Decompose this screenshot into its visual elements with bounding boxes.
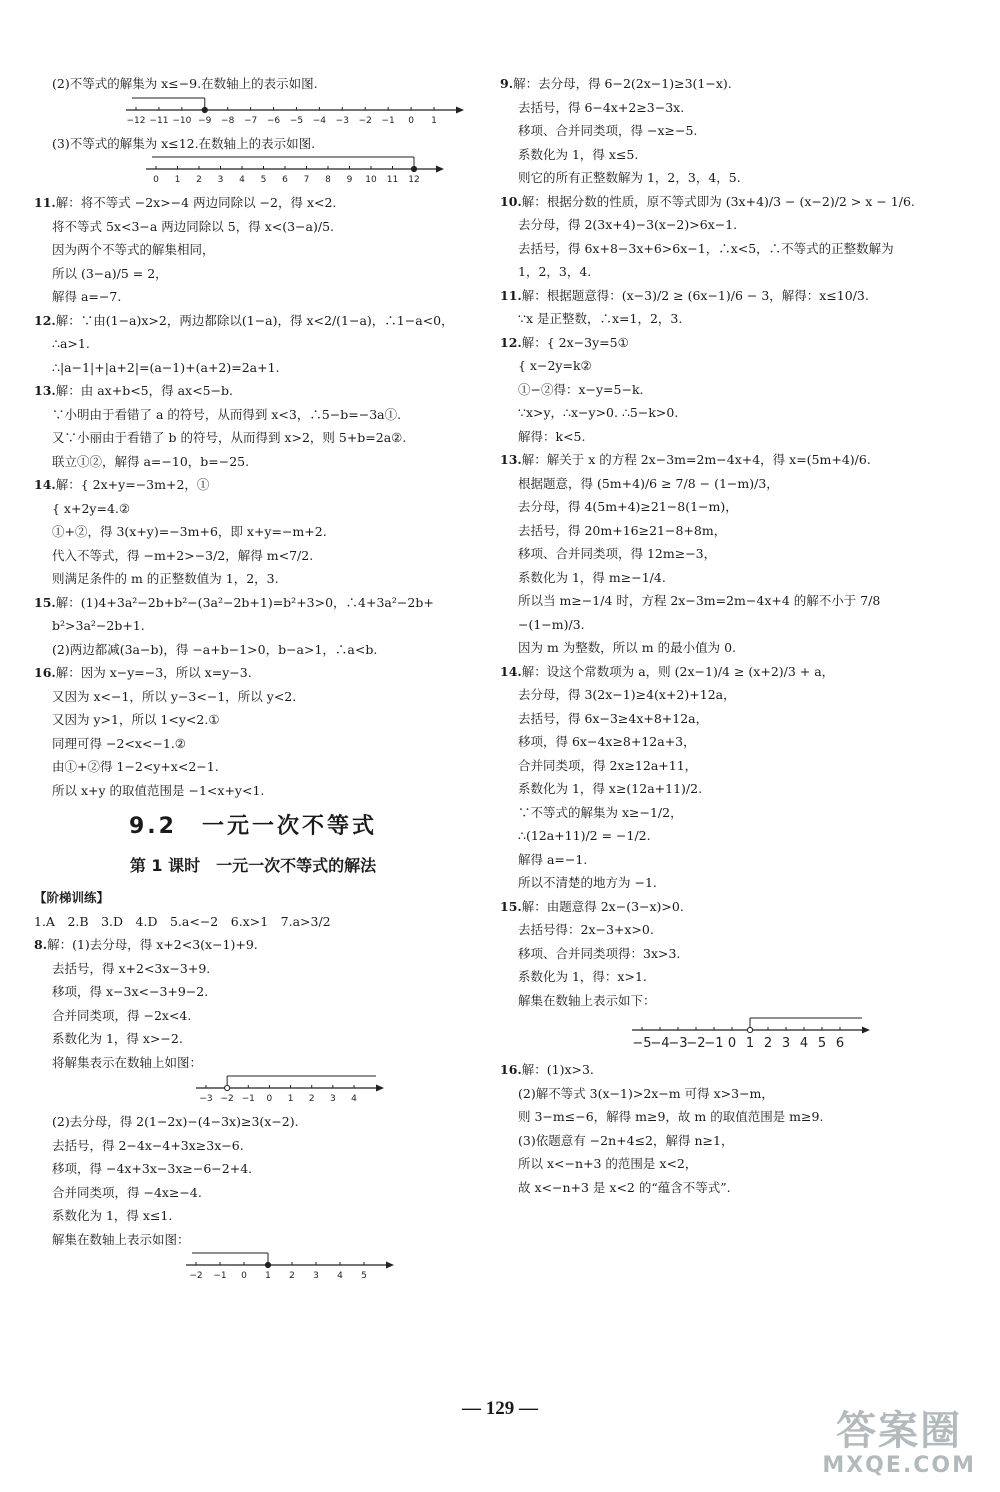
number-line-tick-label: −9 [198, 115, 212, 126]
solution-line [500, 166, 958, 190]
number-line-tick-label: 1 [174, 175, 181, 185]
solution-line [500, 472, 958, 496]
solution-line [34, 309, 472, 333]
number-line-tick-label: −10 [172, 115, 192, 126]
watermark-domain: MXQE.COM [822, 1453, 976, 1478]
solution-line [500, 942, 958, 966]
solution-text: 则满足条件的 m 的正整数值为 1，2，3. [52, 571, 279, 586]
solution-text: 因为两个不等式的解集相同， [52, 242, 215, 257]
solution-text: 合并同类项，得 2x≥12a+11， [518, 757, 698, 773]
number-line-figure [34, 96, 472, 132]
solution-line [34, 1228, 472, 1252]
solution-text: 去括号，得 x+2<3x−3+9. [52, 960, 211, 976]
solution-text: 解：因为 x−y=−3，所以 x=y−3. [55, 665, 252, 680]
solution-line [34, 910, 472, 934]
solution-line [34, 1204, 472, 1228]
solution-text: ∵不等式的解集为 x≥−1/2， [518, 804, 683, 820]
solution-line [34, 685, 472, 709]
number-line-tick-label: 0 [266, 1094, 273, 1104]
right-column [500, 72, 958, 1199]
solution-line [34, 732, 472, 756]
number-line-left4 [184, 1251, 404, 1285]
solution-text: 同理可得 −2<x<−1.② [52, 735, 187, 751]
exercise-heading: 【阶梯训练】 [34, 890, 110, 905]
solution-text: (2)解不等式 3(x−1)>2x−m 可得 x>3−m， [518, 1085, 774, 1101]
number-line-arrow [386, 1262, 394, 1269]
solution-line [500, 96, 958, 120]
solution-line [500, 237, 958, 261]
solution-text: 去括号，得 6x+8−3x+6>6x−1，∴x<5，∴不等式的正整数解为 [518, 240, 894, 256]
solution-text: 解：由题意得 2x−(3−x)>0. [521, 898, 684, 914]
problem-number: 15. [500, 898, 522, 914]
solution-line [500, 613, 958, 637]
solution-text: 解：由 ax+b<5，得 ax<5−b. [55, 383, 233, 398]
solution-line [500, 1176, 958, 1200]
number-line-left2 [144, 155, 454, 189]
solution-line [34, 497, 472, 521]
solution-text: 解得 a=−7. [52, 289, 122, 304]
number-line-tick-label: 0 [408, 115, 414, 126]
solution-text: 系数化为 1，得 m≥−1/4. [518, 569, 666, 585]
number-line-tick-label: 6 [282, 175, 288, 185]
solution-line [34, 450, 472, 474]
problem-number: 15. [34, 594, 56, 610]
solution-text: 合并同类项，得 −4x≥−4. [52, 1184, 202, 1200]
problem-number: 14. [500, 663, 522, 679]
number-line-tick-label: 9 [346, 175, 353, 185]
solution-text: 因为 m 为整数，所以 m 的最小值为 0. [518, 640, 736, 655]
solution-text: 移项，得 6x−4x≥8+12a+3， [518, 734, 696, 749]
solution-text: 移项、合并同类项得：3x>3. [518, 945, 681, 961]
solution-text: 移项、合并同类项，得 12m≥−3， [518, 546, 717, 561]
solution-line [500, 1129, 958, 1153]
solution-text: 解：解关于 x 的方程 2x−3m=2m−4x+4，得 x=(5m+4)/6. [521, 452, 871, 467]
left-column [34, 72, 472, 1287]
solution-line [500, 660, 958, 684]
solution-text: 联立①②，解得 a=−10，b=−25. [52, 453, 250, 469]
solution-line [34, 591, 472, 615]
number-line-figure [34, 1074, 472, 1110]
open-point [747, 1027, 752, 1032]
number-line-tick-label: 10 [365, 175, 377, 185]
number-line-tick-label: −2 [189, 1271, 203, 1281]
solution-text: 由①+②得 1−2<y+x<2−1. [52, 759, 219, 774]
solution-line [34, 285, 472, 309]
solution-line [500, 636, 958, 660]
solution-line [500, 707, 958, 731]
solution-line [500, 425, 958, 449]
solution-line [500, 1082, 958, 1106]
number-line-tick-label: −4 [650, 1036, 670, 1051]
solution-text: ∵小明由于看错了 a 的符号，从而得到 x<3，∴5−b=−3a①. [52, 406, 402, 422]
solution-line [34, 1134, 472, 1158]
solution-text: −(1−m)/3. [518, 616, 585, 632]
solution-text: 解：根据分数的性质，原不等式即为 (3x+4)/3 − (x−2)/2 > x − 1/6. [521, 193, 915, 209]
solution-line [500, 730, 958, 754]
solution-line [34, 544, 472, 568]
solution-line [500, 448, 958, 472]
solution-line [500, 566, 958, 590]
number-line-tick-label: 3 [313, 1271, 319, 1281]
number-line-tick-label: −3 [335, 115, 349, 126]
section-title: 9.2 一元一次不等式 [129, 814, 377, 839]
number-line-tick-label: 7 [303, 175, 310, 185]
solution-text: 所以 x+y 的取值范围是 −1<x+y<1. [52, 782, 265, 798]
problem-number: 12. [500, 334, 522, 350]
solution-text: { x−2y=k② [518, 358, 592, 373]
number-line-tick-label: 1 [431, 115, 437, 126]
solution-text: (3)依题意有 −2n+4≤2，解得 n≥1， [518, 1132, 734, 1148]
number-line-tick-label: −1 [704, 1036, 724, 1051]
solution-text: 系数化为 1，得：x>1. [518, 969, 647, 984]
page-number: — 129 — [462, 1398, 538, 1419]
problem-number: 11. [500, 287, 522, 303]
solution-text: ①−②得：x−y=5−k. [518, 381, 644, 397]
number-line-tick-label: 2 [289, 1271, 295, 1281]
solution-text: { x+2y=4.② [52, 500, 131, 516]
solution-text: 解：根据题意得：(x−3)/2 ≥ (6x−1)/6 − 3，解得：x≤10/3. [521, 287, 869, 303]
solution-text: 解：(1)去分母，得 x+2<3(x−1)+9. [47, 937, 258, 952]
solution-text: 系数化为 1，得 x≥(12a+11)/2. [518, 781, 703, 796]
solution-line [500, 989, 958, 1013]
solution-text: ∵x>y，∴x−y>0. ∴5−k>0. [518, 405, 679, 420]
number-line-tick-label: −11 [149, 115, 169, 126]
solution-line [500, 895, 958, 919]
number-line-tick-label: 1 [745, 1036, 755, 1051]
solution-text: 解：去分母，得 6−2(2x−1)≥3(1−x). [513, 76, 732, 91]
number-line-tick-label: 4 [351, 1094, 357, 1104]
solution-text: 移项，得 −4x+3x−3x≥−6−2+4. [52, 1161, 253, 1176]
solution-text: 移项、合并同类项，得 −x≥−5. [518, 123, 698, 138]
solution-text: 解：{ 2x+y=−3m+2，① [55, 477, 210, 492]
number-line-arrow [376, 1085, 384, 1092]
solution-line [500, 683, 958, 707]
number-line-tick-label: −3 [199, 1094, 213, 1104]
solution-text: 解：{ 2x−3y=5① [521, 334, 629, 350]
number-line-tick-label: −8 [221, 115, 235, 126]
solution-line [34, 708, 472, 732]
solution-text: 解：(1)x>3. [521, 1062, 594, 1077]
solution-line [34, 473, 472, 497]
problem-number: 14. [34, 477, 56, 492]
problem-number: 9. [500, 76, 514, 91]
solution-text: 去分母，得 3(2x−1)≥4(x+2)+12a， [518, 687, 736, 702]
solution-line [500, 307, 958, 331]
solution-text: ∵x 是正整数，∴x=1，2，3. [518, 311, 683, 326]
number-line-tick-label: 5 [260, 175, 267, 185]
solution-line [500, 754, 958, 778]
solution-line [500, 1058, 958, 1082]
solution-line [500, 354, 958, 378]
solution-line [34, 1157, 472, 1181]
solution-line [500, 284, 958, 308]
number-line-tick-label: −1 [381, 115, 395, 126]
solution-line [500, 331, 958, 355]
solution-line [34, 403, 472, 427]
problem-number: 16. [500, 1062, 522, 1077]
solution-text: 故 x<−n+3 是 x<2 的“蕴含不等式”. [518, 1179, 731, 1195]
solution-text: 解集在数轴上表示如下： [518, 992, 656, 1008]
solution-text: 系数化为 1，得 x>−2. [52, 1031, 183, 1046]
number-line-left1 [124, 96, 474, 130]
solution-line [34, 1027, 472, 1051]
solution-line [34, 332, 472, 356]
solution-text: 系数化为 1，得 x≤5. [518, 146, 639, 162]
solution-text: 去括号得：2x−3+x>0. [518, 922, 654, 937]
solution-line [34, 520, 472, 544]
problem-number: 8. [34, 937, 48, 952]
number-line-tick-label: 6 [835, 1036, 845, 1051]
problem-number: 13. [500, 452, 522, 467]
solution-text: 所以不清楚的地方为 −1. [518, 875, 657, 890]
solution-line [500, 1152, 958, 1176]
number-line-tick-label: 4 [239, 175, 245, 185]
solution-text: 解：(1)4+3a²−2b+b²−(3a²−2b+1)=b²+3>0，∴4+3a²−2b+ [55, 594, 434, 610]
solution-text: (3)不等式的解集为 x≤12.在数轴上的表示如图. [52, 135, 316, 151]
solution-text: (2)不等式的解集为 x≤−9.在数轴上的表示如图. [52, 76, 318, 91]
number-line-tick-label: 5 [817, 1036, 827, 1051]
solution-line [34, 132, 472, 156]
solution-text: 解：∵由(1−a)x>2，两边都除以(1−a)，得 x<2/(1−a)，∴1−a<0， [55, 312, 454, 328]
closed-point [265, 1262, 270, 1267]
number-line-tick-label: −5 [632, 1036, 652, 1051]
solution-text: 去分母，得 4(5m+4)≥21−8(1−m)， [518, 499, 738, 514]
solution-text: 解集在数轴上表示如图： [52, 1231, 190, 1247]
solution-text: ①+②，得 3(x+y)=−3m+6，即 x+y=−m+2. [52, 524, 327, 539]
solution-line [34, 379, 472, 403]
solution-text: 将解集表示在数轴上如图： [52, 1054, 203, 1070]
number-line-tick-label: 2 [196, 175, 202, 185]
number-line-tick-label: −6 [266, 115, 281, 126]
solution-line [34, 215, 472, 239]
number-line-tick-label: −3 [668, 1036, 688, 1051]
problem-number: 12. [34, 312, 56, 328]
number-line-tick-label: 2 [308, 1094, 315, 1104]
solution-line [500, 190, 958, 214]
number-line-tick-label: 5 [361, 1271, 367, 1281]
solution-text: 解得：k<5. [518, 428, 586, 444]
solution-text: 所以 x<−n+3 的范围是 x<2， [518, 1156, 698, 1171]
solution-text: 去分母，得 2(3x+4)−3(x−2)>6x−1. [518, 217, 738, 232]
solution-text: (2)去分母，得 2(1−2x)−(4−3x)≥3(x−2). [52, 1114, 299, 1129]
problem-number: 10. [500, 193, 522, 209]
open-point [225, 1085, 230, 1090]
number-line-figure [34, 1251, 472, 1287]
number-line-tick-label: 1 [265, 1271, 271, 1281]
solution-text: 去括号，得 20m+16≥21−8+8m， [518, 522, 727, 538]
solution-line [500, 871, 958, 895]
solution-text: 所以 (3−a)/5 = 2， [52, 265, 168, 281]
solution-line [34, 1181, 472, 1205]
watermark-text: 答案圈 [836, 1408, 963, 1454]
number-line-tick-label: −7 [243, 115, 258, 126]
number-line-figure [34, 155, 472, 191]
number-line-tick-label: −2 [686, 1036, 706, 1051]
number-line-tick-label: −5 [289, 115, 304, 126]
solution-line [34, 356, 472, 380]
solution-text: 解：设这个常数项为 a，则 (2x−1)/4 ≥ (x+2)/3 + a， [521, 663, 835, 679]
closed-point [411, 166, 416, 171]
number-line-tick-label: 3 [781, 1036, 791, 1051]
number-line-tick-label: 1 [287, 1094, 294, 1104]
solution-text: 又因为 x<−1，所以 y−3<−1，所以 y<2. [52, 688, 297, 704]
problem-number: 13. [34, 383, 56, 398]
solution-line [500, 589, 958, 613]
number-line-tick-label: −12 [126, 115, 146, 126]
solution-text: 代入不等式，得 −m+2>−3/2，解得 m<7/2. [52, 547, 314, 563]
solution-line [500, 519, 958, 543]
solution-line [500, 824, 958, 848]
number-line-tick-label: −2 [358, 115, 372, 126]
number-line-figure [500, 1012, 958, 1058]
solution-line [34, 755, 472, 779]
solution-line [500, 213, 958, 237]
solution-text: 则它的所有正整数解为 1，2，3，4，5. [518, 170, 741, 185]
lesson-title: 第 1 课时 一元一次不等式的解法 [129, 856, 377, 875]
solution-line [500, 495, 958, 519]
solution-text: ∴(12a+11)/2 = −1/2. [518, 828, 651, 843]
solution-line [500, 260, 958, 284]
solution-text: 1.A 2.B 3.D 4.D 5.a<−2 6.x>1 7.a>3/2 [34, 913, 331, 929]
number-line-arrow [436, 166, 444, 173]
solution-line [500, 143, 958, 167]
solution-text: 根据题意，得 (5m+4)/6 ≥ 7/8 − (1−m)/3， [518, 475, 779, 491]
solution-line [34, 614, 472, 638]
closed-point [202, 107, 207, 112]
solution-line [34, 980, 472, 1004]
number-line-tick-label: −4 [312, 115, 327, 126]
solution-line [34, 933, 472, 957]
solution-line [34, 1051, 472, 1075]
number-line-tick-label: 3 [329, 1094, 336, 1104]
solution-line [500, 918, 958, 942]
solution-line [34, 426, 472, 450]
solution-line [34, 1004, 472, 1028]
solution-line [34, 191, 472, 215]
solution-line [34, 957, 472, 981]
solution-line [500, 801, 958, 825]
number-line-tick-label: −1 [213, 1271, 227, 1281]
solution-text: 移项，得 x−3x<−3+9−2. [52, 984, 209, 999]
solution-text: 系数化为 1，得 x≤1. [52, 1208, 173, 1223]
solution-line [34, 72, 472, 96]
number-line-tick-label: 11 [386, 175, 399, 185]
number-line-left3 [194, 1074, 394, 1108]
solution-text: (2)两边都减(3a−b)，得 −a+b−1>0，b−a>1，∴a<b. [52, 641, 378, 657]
solution-text: 解得 a=−1. [518, 851, 588, 867]
solution-line [34, 262, 472, 286]
solution-text: 又∵小丽由于看错了 b 的符号，从而得到 x>2，则 5+b=2a②. [52, 430, 407, 445]
solution-text: ∴|a−1|+|a+2|=(a−1)+(a+2)=2a+1. [52, 359, 280, 375]
solution-text: ∴a>1. [52, 336, 90, 351]
number-line-tick-label: 0 [727, 1036, 737, 1051]
problem-number: 16. [34, 665, 56, 680]
number-line-tick-label: 8 [325, 175, 331, 185]
number-line-tick-label: −1 [241, 1094, 255, 1104]
number-line-tick-label: 3 [217, 175, 224, 185]
solution-text: 又因为 y>1，所以 1<y<2.① [52, 712, 220, 727]
solution-text: 将不等式 5x<3−a 两边同除以 5，得 x<(3−a)/5. [52, 218, 334, 234]
solution-line [34, 1110, 472, 1134]
number-line-tick-label: 2 [763, 1036, 773, 1051]
number-line-tick-label: 0 [153, 175, 159, 185]
number-line-tick-label: 4 [337, 1271, 343, 1281]
solution-line [500, 119, 958, 143]
solution-text: 则 3−m≤−6，解得 m≥9，故 m 的取值范围是 m≥9. [518, 1109, 824, 1124]
solution-text: 去括号，得 6x−3≥4x+8+12a， [518, 710, 709, 726]
solution-line [500, 1105, 958, 1129]
number-line-tick-label: −2 [220, 1094, 234, 1104]
solution-text: 解：将不等式 −2x>−4 两边同除以 −2，得 x<2. [55, 195, 337, 210]
solution-line [34, 567, 472, 591]
solution-line [34, 638, 472, 662]
solution-text: 所以当 m≥−1/4 时，方程 2x−3m=2m−4x+4 的解不小于 7/8 [518, 593, 881, 608]
solution-line [500, 72, 958, 96]
solution-line [34, 238, 472, 262]
solution-line [500, 401, 958, 425]
solution-line [34, 661, 472, 685]
number-line-tick-label: 0 [241, 1271, 247, 1281]
solution-line [500, 848, 958, 872]
solution-line [500, 542, 958, 566]
solution-text: 去括号，得 2−4x−4+3x≥3x−6. [52, 1137, 244, 1153]
watermark-logo [822, 1409, 976, 1478]
solution-line [500, 777, 958, 801]
problem-number: 11. [34, 195, 56, 210]
solution-text: 合并同类项，得 −2x<4. [52, 1007, 192, 1023]
solution-text: b²>3a²−2b+1. [52, 618, 145, 633]
solution-text: 去括号，得 6−4x+2≥3−3x. [518, 99, 685, 115]
solution-line [34, 779, 472, 803]
solution-line [500, 965, 958, 989]
number-line-arrow [862, 1027, 870, 1034]
number-line-tick-label: 4 [799, 1036, 809, 1051]
solution-text: 1，2，3，4. [518, 264, 592, 279]
number-line-arrow [456, 106, 464, 113]
solution-line [500, 378, 958, 402]
number-line-right1 [630, 1012, 880, 1056]
number-line-tick-label: 12 [408, 175, 420, 185]
